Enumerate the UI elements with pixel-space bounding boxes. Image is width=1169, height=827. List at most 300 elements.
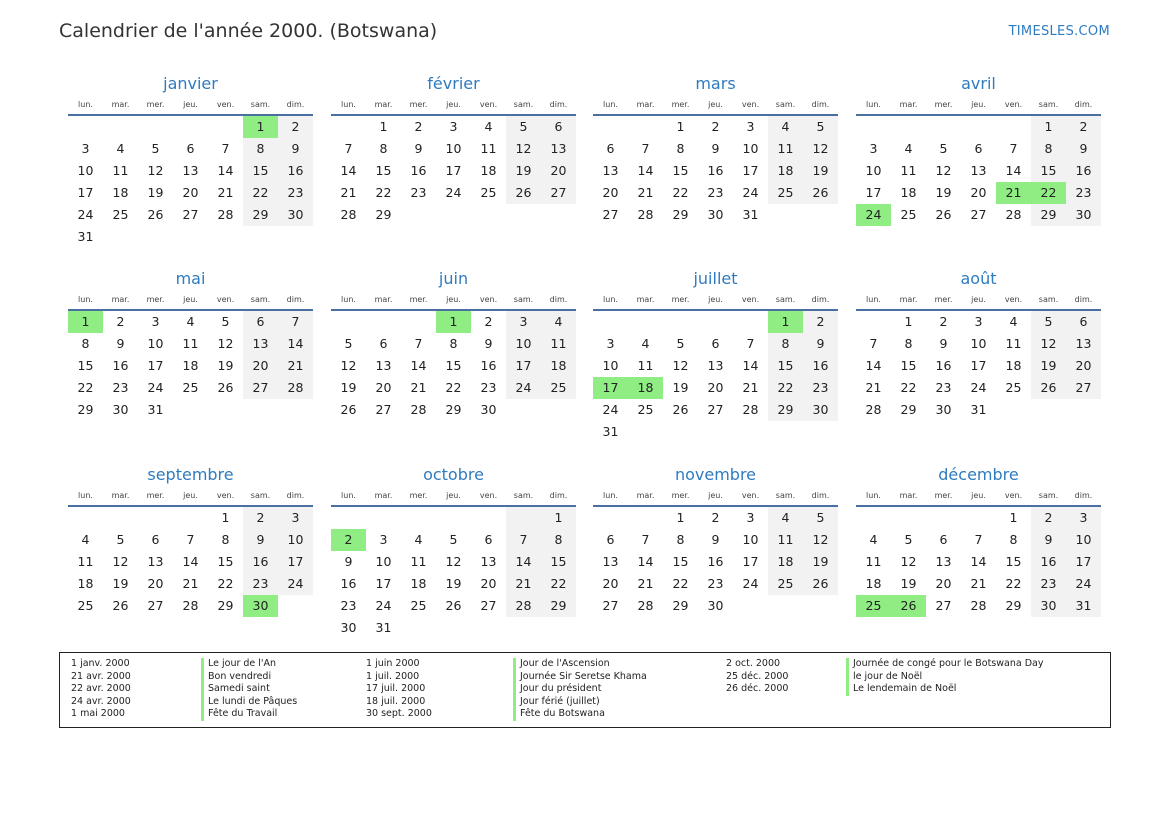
day-cell: 10 bbox=[602, 358, 619, 373]
weekday-label: dim. bbox=[1074, 295, 1093, 304]
empty-cell bbox=[733, 421, 768, 443]
day-cell: 12 bbox=[1031, 333, 1066, 355]
week-row bbox=[593, 311, 838, 333]
day-cell: 14 bbox=[340, 163, 357, 178]
day-cell: 16 bbox=[112, 358, 129, 373]
weekday-label: mer. bbox=[934, 491, 953, 500]
empty-cell bbox=[68, 116, 103, 138]
weekday-header bbox=[593, 490, 838, 505]
legend-date: 30 sept. 2000 bbox=[366, 708, 432, 720]
day-cell: 30 bbox=[480, 402, 497, 417]
weekday-label: ven. bbox=[741, 491, 760, 500]
week-row bbox=[68, 160, 313, 182]
day-cell: 12 bbox=[217, 336, 234, 351]
day-cell: 5 bbox=[904, 532, 913, 547]
day-cell: 12 bbox=[803, 138, 838, 160]
day-cell: 23 bbox=[935, 380, 952, 395]
week-row bbox=[856, 204, 1101, 226]
day-cell: 8 bbox=[81, 336, 90, 351]
legend-holiday-name: Le jour de l'An bbox=[201, 658, 297, 671]
day-cell: 29 bbox=[243, 204, 278, 226]
empty-cell bbox=[856, 507, 891, 529]
day-cell: 18 bbox=[1005, 358, 1022, 373]
day-cell: 29 bbox=[1005, 598, 1022, 613]
day-cell: 3 bbox=[869, 141, 878, 156]
day-cell: 23 bbox=[1066, 182, 1101, 204]
week-row bbox=[593, 551, 838, 573]
empty-cell bbox=[401, 507, 436, 529]
day-cell: 1 bbox=[1009, 510, 1018, 525]
day-cell: 29 bbox=[77, 402, 94, 417]
empty-cell bbox=[628, 421, 663, 443]
week-row bbox=[68, 399, 313, 421]
day-cell: 17 bbox=[506, 355, 541, 377]
empty-cell bbox=[926, 507, 961, 529]
day-cell: 13 bbox=[935, 554, 952, 569]
day-cell: 3 bbox=[506, 311, 541, 333]
day-cell: 12 bbox=[803, 529, 838, 551]
day-cell: 27 bbox=[375, 402, 392, 417]
empty-cell bbox=[436, 617, 471, 639]
weekday-header bbox=[856, 490, 1101, 505]
day-cell: 10 bbox=[77, 163, 94, 178]
day-cell: 21 bbox=[217, 185, 234, 200]
day-cell: 28 bbox=[637, 598, 654, 613]
day-cell: 6 bbox=[379, 336, 388, 351]
legend-holiday-name: Le lendemain de Noël bbox=[846, 683, 1043, 696]
day-cell: 5 bbox=[151, 141, 160, 156]
day-cell: 11 bbox=[865, 554, 882, 569]
day-cell: 16 bbox=[410, 163, 427, 178]
empty-cell bbox=[208, 116, 243, 138]
day-cell: 18 bbox=[900, 185, 917, 200]
day-cell: 4 bbox=[116, 141, 125, 156]
week-row bbox=[331, 595, 576, 617]
day-cell: 29 bbox=[217, 598, 234, 613]
week-row bbox=[68, 182, 313, 204]
empty-cell bbox=[436, 204, 471, 226]
day-cell: 29 bbox=[672, 207, 689, 222]
week-row bbox=[856, 160, 1101, 182]
week-row bbox=[331, 116, 576, 138]
day-cell: 18 bbox=[480, 163, 497, 178]
day-cell: 2 bbox=[711, 510, 720, 525]
empty-cell bbox=[68, 507, 103, 529]
day-cell: 19 bbox=[506, 160, 541, 182]
day-cell: 6 bbox=[711, 336, 720, 351]
day-cell: 25 bbox=[768, 182, 803, 204]
day-cell: 22 bbox=[672, 185, 689, 200]
day-cell: 7 bbox=[974, 532, 983, 547]
day-cell: 17 bbox=[593, 377, 628, 399]
day-cell: 14 bbox=[742, 358, 759, 373]
day-cell: 18 bbox=[768, 160, 803, 182]
day-cell: 25 bbox=[1005, 380, 1022, 395]
weekday-label: lun. bbox=[341, 100, 356, 109]
weekday-label: mer. bbox=[409, 491, 428, 500]
day-cell: 17 bbox=[970, 358, 987, 373]
day-cell: 21 bbox=[182, 576, 199, 591]
month-name: avril bbox=[961, 74, 996, 93]
day-cell: 23 bbox=[410, 185, 427, 200]
day-cell: 13 bbox=[541, 138, 576, 160]
day-cell: 16 bbox=[278, 160, 313, 182]
day-cell: 29 bbox=[375, 207, 392, 222]
day-cell: 22 bbox=[217, 576, 234, 591]
day-cell: 24 bbox=[506, 377, 541, 399]
weekday-label: lun. bbox=[78, 100, 93, 109]
day-cell: 9 bbox=[1066, 138, 1101, 160]
day-cell: 27 bbox=[935, 598, 952, 613]
month-name: juin bbox=[438, 269, 469, 288]
weekday-label: mar. bbox=[111, 100, 130, 109]
day-cell: 8 bbox=[243, 138, 278, 160]
day-cell: 25 bbox=[541, 377, 576, 399]
day-cell: 18 bbox=[865, 576, 882, 591]
week-row bbox=[856, 138, 1101, 160]
week-row bbox=[593, 138, 838, 160]
day-cell: 30 bbox=[707, 598, 724, 613]
empty-cell bbox=[173, 507, 208, 529]
empty-cell bbox=[401, 204, 436, 226]
day-cell: 5 bbox=[221, 314, 230, 329]
day-cell: 21 bbox=[865, 380, 882, 395]
month-name: mars bbox=[695, 74, 736, 93]
day-cell: 11 bbox=[900, 163, 917, 178]
day-cell: 4 bbox=[1009, 314, 1018, 329]
day-cell: 4 bbox=[768, 116, 803, 138]
day-cell: 2 bbox=[116, 314, 125, 329]
day-cell: 27 bbox=[480, 598, 497, 613]
weekday-label: lun. bbox=[866, 100, 881, 109]
empty-cell bbox=[663, 311, 698, 333]
day-cell: 6 bbox=[484, 532, 493, 547]
week-row bbox=[856, 182, 1101, 204]
weekday-label: mar. bbox=[374, 491, 393, 500]
weekday-label: jeu. bbox=[708, 491, 723, 500]
empty-cell bbox=[733, 595, 768, 617]
day-cell: 16 bbox=[243, 551, 278, 573]
day-cell: 7 bbox=[1009, 141, 1018, 156]
day-cell: 27 bbox=[541, 182, 576, 204]
legend-date: 1 mai 2000 bbox=[71, 708, 125, 720]
day-cell: 9 bbox=[278, 138, 313, 160]
day-cell: 13 bbox=[1066, 333, 1101, 355]
empty-cell bbox=[541, 617, 576, 639]
day-cell: 25 bbox=[182, 380, 199, 395]
day-cell: 26 bbox=[217, 380, 234, 395]
weekday-label: dim. bbox=[1074, 100, 1093, 109]
weekday-label: mer. bbox=[671, 295, 690, 304]
empty-cell bbox=[506, 399, 541, 421]
month-2 bbox=[593, 74, 838, 226]
day-cell: 26 bbox=[1031, 377, 1066, 399]
day-cell: 5 bbox=[506, 116, 541, 138]
legend-holiday-name: Jour de l'Ascension bbox=[513, 658, 647, 671]
week-row bbox=[331, 377, 576, 399]
day-cell: 30 bbox=[803, 399, 838, 421]
day-cell: 29 bbox=[541, 595, 576, 617]
empty-cell bbox=[506, 617, 541, 639]
day-cell: 1 bbox=[221, 510, 230, 525]
week-row bbox=[856, 311, 1101, 333]
day-cell: 15 bbox=[243, 160, 278, 182]
legend-holiday-name: le jour de Noël bbox=[846, 671, 1043, 684]
day-cell: 10 bbox=[375, 554, 392, 569]
day-cell: 31 bbox=[147, 402, 164, 417]
day-cell: 28 bbox=[506, 595, 541, 617]
legend-holiday-name: Fête du Botswana bbox=[513, 708, 647, 721]
empty-cell bbox=[506, 204, 541, 226]
week-row bbox=[856, 529, 1101, 551]
day-cell: 27 bbox=[602, 598, 619, 613]
week-row bbox=[331, 617, 576, 639]
legend-dates-col-1 bbox=[71, 658, 131, 721]
day-cell: 28 bbox=[217, 207, 234, 222]
weekday-label: mar. bbox=[899, 491, 918, 500]
day-cell: 16 bbox=[803, 355, 838, 377]
day-cell: 3 bbox=[974, 314, 983, 329]
day-cell: 21 bbox=[340, 185, 357, 200]
day-cell: 4 bbox=[904, 141, 913, 156]
day-cell: 31 bbox=[970, 402, 987, 417]
day-cell: 8 bbox=[904, 336, 913, 351]
day-cell: 9 bbox=[1031, 529, 1066, 551]
day-cell: 11 bbox=[112, 163, 129, 178]
empty-cell bbox=[173, 226, 208, 248]
day-cell: 6 bbox=[243, 311, 278, 333]
day-cell: 18 bbox=[112, 185, 129, 200]
legend-dates-col-2 bbox=[366, 658, 432, 721]
day-cell: 20 bbox=[602, 576, 619, 591]
day-cell: 1 bbox=[676, 119, 685, 134]
empty-cell bbox=[996, 399, 1031, 421]
empty-cell bbox=[173, 116, 208, 138]
site-link[interactable]: TIMESLES.COM bbox=[1008, 24, 1110, 39]
empty-cell bbox=[331, 116, 366, 138]
legend-date: 2 oct. 2000 bbox=[726, 658, 781, 669]
day-cell: 26 bbox=[891, 595, 926, 617]
weekday-label: jeu. bbox=[446, 100, 461, 109]
day-cell: 29 bbox=[445, 402, 462, 417]
day-cell: 23 bbox=[278, 182, 313, 204]
day-cell: 15 bbox=[768, 355, 803, 377]
day-cell: 5 bbox=[939, 141, 948, 156]
week-row bbox=[68, 333, 313, 355]
day-cell: 13 bbox=[147, 554, 164, 569]
legend-date: 17 juil. 2000 bbox=[366, 683, 426, 695]
empty-cell bbox=[856, 311, 891, 333]
day-cell: 25 bbox=[480, 185, 497, 200]
holiday-legend bbox=[59, 652, 1111, 728]
weekday-label: lun. bbox=[866, 295, 881, 304]
day-cell: 11 bbox=[480, 141, 497, 156]
legend-date: 25 déc. 2000 bbox=[726, 670, 789, 682]
empty-cell bbox=[401, 617, 436, 639]
week-row bbox=[593, 507, 838, 529]
month-11 bbox=[856, 465, 1101, 617]
day-cell: 18 bbox=[182, 358, 199, 373]
day-cell: 23 bbox=[707, 185, 724, 200]
day-cell: 17 bbox=[77, 185, 94, 200]
day-cell: 25 bbox=[637, 402, 654, 417]
weekday-label: dim. bbox=[286, 295, 305, 304]
day-cell: 17 bbox=[1066, 551, 1101, 573]
weekday-label: mer. bbox=[409, 295, 428, 304]
week-row bbox=[593, 399, 838, 421]
day-cell: 24 bbox=[1066, 573, 1101, 595]
weekday-label: dim. bbox=[1074, 491, 1093, 500]
day-cell: 21 bbox=[742, 380, 759, 395]
week-row bbox=[331, 160, 576, 182]
day-cell: 15 bbox=[217, 554, 234, 569]
weekday-label: dim. bbox=[549, 295, 568, 304]
weekday-label: mer. bbox=[671, 100, 690, 109]
empty-cell bbox=[961, 116, 996, 138]
day-cell: 2 bbox=[414, 119, 423, 134]
weekday-label: sam. bbox=[250, 100, 271, 109]
legend-holiday-name: Jour férié (juillet) bbox=[513, 696, 647, 709]
week-row bbox=[856, 399, 1101, 421]
day-cell: 18 bbox=[541, 355, 576, 377]
weekday-label: mer. bbox=[671, 491, 690, 500]
day-cell: 8 bbox=[676, 141, 685, 156]
day-cell: 13 bbox=[243, 333, 278, 355]
legend-names-col-2 bbox=[513, 658, 647, 721]
day-cell: 1 bbox=[904, 314, 913, 329]
weekday-label: dim. bbox=[811, 100, 830, 109]
day-cell: 26 bbox=[803, 573, 838, 595]
day-cell: 14 bbox=[637, 554, 654, 569]
weekday-label: sam. bbox=[513, 295, 534, 304]
day-cell: 4 bbox=[541, 311, 576, 333]
month-3 bbox=[856, 74, 1101, 226]
week-row bbox=[331, 182, 576, 204]
week-row bbox=[331, 204, 576, 226]
day-cell: 30 bbox=[1066, 204, 1101, 226]
empty-cell bbox=[891, 507, 926, 529]
day-cell: 7 bbox=[869, 336, 878, 351]
day-cell: 27 bbox=[707, 402, 724, 417]
weekday-label: lun. bbox=[341, 295, 356, 304]
empty-cell bbox=[138, 507, 173, 529]
empty-cell bbox=[961, 507, 996, 529]
day-cell: 20 bbox=[480, 576, 497, 591]
day-cell: 17 bbox=[742, 554, 759, 569]
day-cell: 3 bbox=[746, 119, 755, 134]
legend-date: 1 janv. 2000 bbox=[71, 658, 130, 669]
weekday-label: ven. bbox=[479, 295, 498, 304]
day-cell: 12 bbox=[900, 554, 917, 569]
day-cell: 30 bbox=[707, 207, 724, 222]
day-cell: 28 bbox=[865, 402, 882, 417]
weekday-label: mer. bbox=[146, 295, 165, 304]
legend-names-col-3 bbox=[846, 658, 1043, 696]
month-0 bbox=[68, 74, 313, 248]
weekday-label: ven. bbox=[216, 491, 235, 500]
month-8 bbox=[68, 465, 313, 617]
day-cell: 23 bbox=[340, 598, 357, 613]
weekday-label: mar. bbox=[111, 491, 130, 500]
day-cell: 4 bbox=[768, 507, 803, 529]
week-row bbox=[593, 595, 838, 617]
empty-cell bbox=[803, 204, 838, 226]
day-cell: 16 bbox=[1031, 551, 1066, 573]
week-row bbox=[593, 421, 838, 443]
month-name: novembre bbox=[674, 465, 757, 484]
day-cell: 6 bbox=[186, 141, 195, 156]
week-row bbox=[68, 573, 313, 595]
day-cell: 10 bbox=[147, 336, 164, 351]
day-cell: 21 bbox=[996, 182, 1031, 204]
empty-cell bbox=[103, 116, 138, 138]
legend-names-col-1 bbox=[201, 658, 297, 721]
day-cell: 8 bbox=[1031, 138, 1066, 160]
day-cell: 9 bbox=[939, 336, 948, 351]
day-cell: 12 bbox=[445, 554, 462, 569]
day-cell: 8 bbox=[379, 141, 388, 156]
week-row bbox=[68, 355, 313, 377]
day-cell: 29 bbox=[1031, 204, 1066, 226]
day-cell: 18 bbox=[768, 551, 803, 573]
day-cell: 19 bbox=[803, 160, 838, 182]
empty-cell bbox=[768, 421, 803, 443]
empty-cell bbox=[103, 226, 138, 248]
day-cell: 20 bbox=[182, 185, 199, 200]
day-cell: 15 bbox=[1005, 554, 1022, 569]
day-cell: 26 bbox=[147, 207, 164, 222]
day-cell: 22 bbox=[77, 380, 94, 395]
legend-date: 22 avr. 2000 bbox=[71, 683, 131, 695]
month-name: septembre bbox=[147, 465, 234, 484]
empty-cell bbox=[803, 421, 838, 443]
legend-holiday-name: Fête du Travail bbox=[201, 708, 297, 721]
day-cell: 26 bbox=[672, 402, 689, 417]
day-cell: 13 bbox=[602, 554, 619, 569]
day-cell: 20 bbox=[541, 160, 576, 182]
day-cell: 11 bbox=[77, 554, 94, 569]
day-cell: 14 bbox=[278, 333, 313, 355]
day-cell: 19 bbox=[935, 185, 952, 200]
week-row bbox=[68, 507, 313, 529]
weekday-label: mer. bbox=[409, 100, 428, 109]
day-cell: 1 bbox=[68, 311, 103, 333]
day-cell: 15 bbox=[672, 554, 689, 569]
day-cell: 16 bbox=[707, 163, 724, 178]
weekday-label: mar. bbox=[899, 100, 918, 109]
weekday-label: dim. bbox=[549, 491, 568, 500]
day-cell: 30 bbox=[112, 402, 129, 417]
month-name: février bbox=[427, 74, 480, 93]
weekday-label: mar. bbox=[374, 295, 393, 304]
day-cell: 28 bbox=[1005, 207, 1022, 222]
day-cell: 5 bbox=[116, 532, 125, 547]
empty-cell bbox=[1066, 399, 1101, 421]
day-cell: 31 bbox=[375, 620, 392, 635]
month-9 bbox=[331, 465, 576, 639]
empty-cell bbox=[506, 507, 541, 529]
legend-date: 21 avr. 2000 bbox=[71, 670, 131, 682]
day-cell: 25 bbox=[112, 207, 129, 222]
day-cell: 23 bbox=[480, 380, 497, 395]
empty-cell bbox=[331, 507, 366, 529]
day-cell: 19 bbox=[445, 576, 462, 591]
day-cell: 14 bbox=[506, 551, 541, 573]
day-cell: 5 bbox=[803, 116, 838, 138]
weekday-label: mer. bbox=[146, 100, 165, 109]
day-cell: 25 bbox=[410, 598, 427, 613]
day-cell: 7 bbox=[186, 532, 195, 547]
